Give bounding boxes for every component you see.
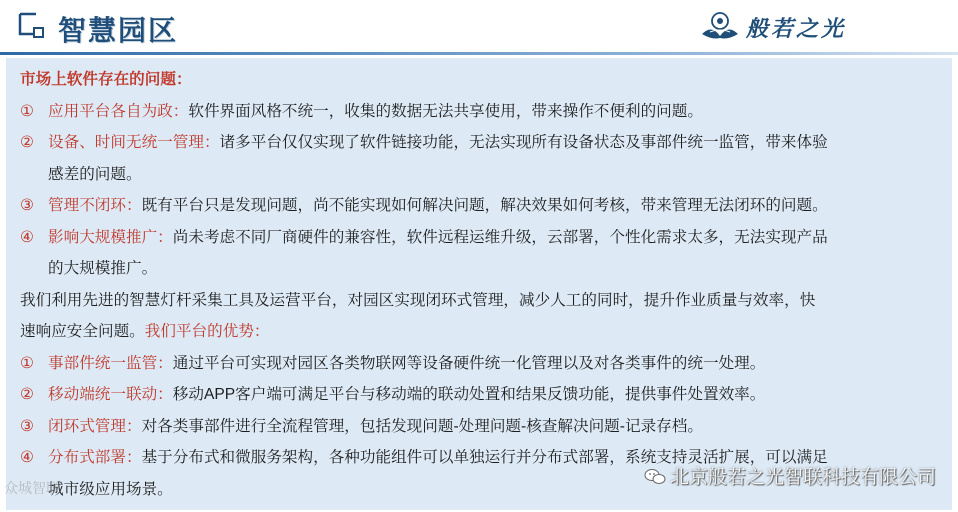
item-key: 事部件统一监管： <box>48 354 173 372</box>
intro-paragraph <box>20 285 938 348</box>
wechat-icon <box>644 468 666 486</box>
item-key: 移动端统一联动： <box>48 386 173 403</box>
list-item <box>20 127 938 190</box>
intro-line: 我们利用先进的智慧灯杆采集工具及运营平台，对园区实现闭环式管理，减少人工的同时，提升作业质量与效率，快 <box>20 291 816 309</box>
item-key: 设备、时间无统一管理： <box>48 134 220 151</box>
item-text: 通过平台可实现对园区各类物联网等设备硬件统一化管理以及对各类事件的统一处理。 <box>172 354 766 372</box>
watermark-left: 众城智联 <box>4 480 60 496</box>
item-number: ② <box>20 134 34 151</box>
item-text: 既有平台只是发现问题，尚不能实现如何解决问题，解决效果如何考核，带来管理无法闭环的问题。 <box>141 197 828 214</box>
item-key: 应用平台各自为政： <box>48 102 189 120</box>
item-text: 诸多平台仅仅实现了软件链接功能，无法实现所有设备状态及事部件统一监管，带来体验 <box>219 134 828 151</box>
section-heading: 市场上软件存在的问题： <box>20 71 192 88</box>
item-key: 影响大规模推广： <box>48 228 173 246</box>
item-text-cont: 的大规模推广。 <box>48 260 158 277</box>
item-number: ③ <box>20 417 34 435</box>
brand <box>698 10 898 42</box>
item-text: 软件界面风格不统一，收集的数据无法共享使用，带来操作不便利的问题。 <box>188 102 703 120</box>
item-text: 基于分布式和微服务架构，各种功能组件可以单独运行并分布式部署，系统支持灵活扩展，可以满足 <box>141 449 828 466</box>
header-divider <box>0 52 958 55</box>
list-item <box>20 348 938 380</box>
item-number: ③ <box>20 197 34 214</box>
item-number: ④ <box>20 228 34 246</box>
item-key: 闭环式管理： <box>48 417 142 435</box>
item-number: ① <box>20 354 34 372</box>
item-key: 分布式部署： <box>48 449 142 466</box>
page-title: 智慧园区 <box>58 15 179 46</box>
item-number: ④ <box>20 449 34 466</box>
list-item <box>20 190 938 222</box>
item-number: ② <box>20 386 34 403</box>
watermark-text: 北京般若之光智联科技有限公司 <box>669 467 936 488</box>
content-panel <box>6 58 952 510</box>
list-item <box>20 222 938 285</box>
advantages-heading: 我们平台的优势： <box>144 323 270 340</box>
lotus-logo <box>698 10 742 42</box>
item-number: ① <box>20 102 34 120</box>
item-text-cont: 感差的问题。 <box>48 165 142 183</box>
watermark <box>644 462 936 489</box>
item-text-cont: 城市级应用场景。 <box>48 480 173 498</box>
header <box>0 0 958 52</box>
intro-line: 速响应安全问题。 <box>20 323 145 340</box>
brand-name: 般若之光 <box>746 16 847 42</box>
square-bracket-icon <box>18 12 44 38</box>
item-key: 管理不闭环： <box>48 197 142 214</box>
item-text: 尚未考虑不同厂商硬件的兼容性，软件远程运维升级，云部署，个性化需求太多，无法实现产品 <box>172 228 828 246</box>
list-item <box>20 411 938 443</box>
item-text: 对各类事部件进行全流程管理，包括发现问题-处理问题-核查解决问题-记录存档。 <box>141 417 703 435</box>
item-text: 移动APP客户端可满足平台与移动端的联动处置和结果反馈功能，提供事件处置效率。 <box>172 386 766 403</box>
list-item <box>20 96 938 128</box>
list-item <box>20 379 938 411</box>
